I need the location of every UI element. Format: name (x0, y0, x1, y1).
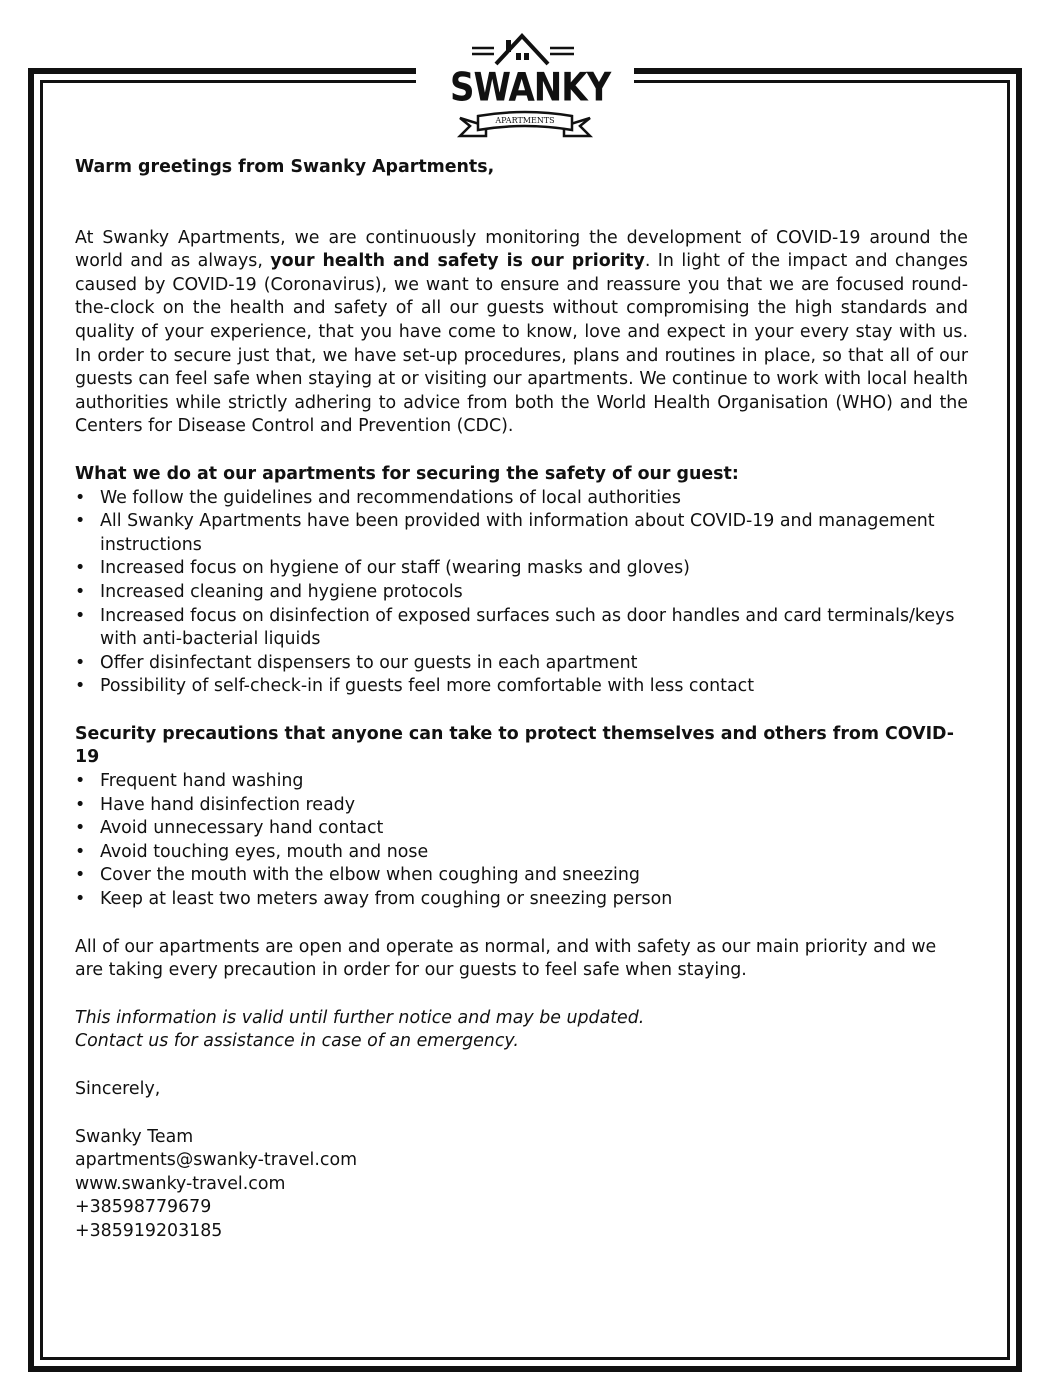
list-item: • Have hand disinfection ready (75, 794, 968, 818)
list-item: • Increased cleaning and hygiene protocols (75, 581, 968, 605)
contact-phone-2[interactable]: +385919203185 (75, 1220, 223, 1241)
closing-paragraph: All of our apartments are open and operate as normal, and with safety as our main priority and we are taking every precaution in order for our guests to feel safe when staying. (75, 936, 937, 981)
list-item: • Increased focus on hygiene of our staff (wearing masks and gloves) (75, 557, 968, 581)
logo-banner (450, 26, 611, 144)
list-item: • Increased focus on disinfection of exposed surfaces such as door handles and card terminals/keys with anti-bacterial liquids (75, 605, 968, 652)
letter-body (75, 156, 968, 1244)
contact-email[interactable]: apartments@swanky-travel.com (75, 1150, 358, 1171)
list-item: • We follow the guidelines and recommendations of local authorities (75, 487, 968, 511)
list-item: • All Swanky Apartments have been provided with information about COVID-19 and management instructions (75, 510, 968, 557)
signoff: Sincerely, (75, 1079, 161, 1099)
section1-list (75, 487, 968, 699)
intro-text-end: . In light of the impact and changes caused by COVID-19 (Coronavirus), we want to ensure and reassure you that we are focused round-the-clock on the health and safety of all our guests without compromising the high standards and quality of your experience, that you have come to know, love and expect in your every stay with us. In order to secure just that, we have set-up procedures, plans and routines in place, so that all of our guests can feel safe when staying at or visiting our apartments. We continue to work with local health authorities while strictly adhering to advice from both the World Health Organisation (WHO) and the Centers for Disease Control and Prevention (CDC). (75, 251, 968, 437)
notice-line-2: Contact us for assistance in case of an emergency. (75, 1031, 519, 1052)
intro-paragraph (75, 227, 968, 439)
logo-banner-text: APARTMENTS (495, 116, 555, 125)
contact-phone-1[interactable]: +38598779679 (75, 1197, 212, 1218)
list-item: • Avoid unnecessary hand contact (75, 817, 968, 841)
section1-heading: What we do at our apartments for securing the safety of our guest: (75, 463, 739, 484)
swanky-logo (450, 26, 611, 144)
intro-text-start: At Swanky Apartments, we are continuously monitoring the development of COVID-19 around the world and as always, (75, 227, 968, 272)
contact-website[interactable]: www.swanky-travel.com (75, 1173, 286, 1194)
list-item: • Keep at least two meters away from coughing or sneezing person (75, 888, 968, 912)
section2-list (75, 770, 968, 912)
list-item: • Avoid touching eyes, mouth and nose (75, 841, 968, 865)
intro-emphasis: your health and safety is our priority (270, 251, 645, 272)
list-item: • Offer disinfectant dispensers to our guests in each apartment (75, 652, 968, 676)
list-item: • Possibility of self-check-in if guests feel more comfortable with less contact (75, 675, 968, 699)
logo-wordmark: SWANKY (450, 65, 611, 111)
greeting: Warm greetings from Swanky Apartments, (75, 157, 495, 177)
list-item: • Cover the mouth with the elbow when coughing and sneezing (75, 864, 968, 888)
notice-line-1: This information is valid until further notice and may be updated. (75, 1007, 645, 1028)
section2-heading: Security precautions that anyone can take to protect themselves and others from COVID-19 (75, 723, 955, 768)
list-item: • Frequent hand washing (75, 770, 968, 794)
contact-team: Swanky Team (75, 1126, 194, 1147)
